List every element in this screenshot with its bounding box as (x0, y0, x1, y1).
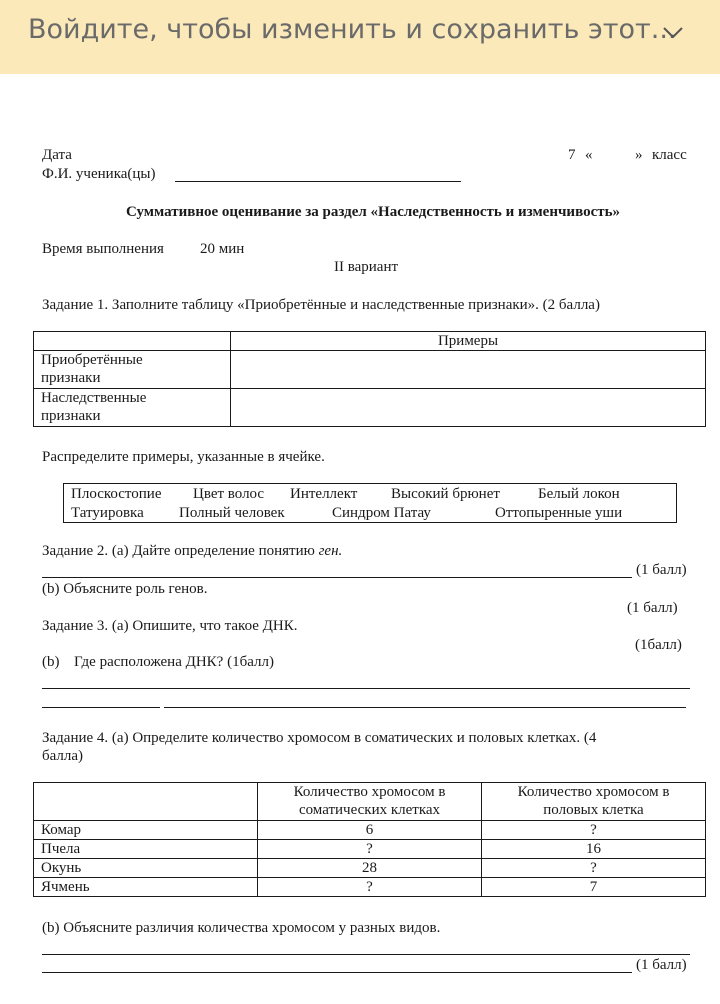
task3a-text: Задание 3. (a) Опишите, что такое ДНК. (42, 618, 298, 634)
row-label-line2: признаки (41, 408, 101, 424)
somatic-count: ? (258, 840, 482, 859)
answer-line[interactable] (164, 707, 686, 708)
grade-quote-close: » (635, 147, 643, 163)
example-item: Высокий брюнет (391, 486, 500, 502)
organism-name: Пчела (34, 840, 258, 859)
col-header-somatic (258, 783, 482, 821)
row-label-line1: Наследственные (41, 390, 147, 406)
col-header-line2: соматических клетках (298, 802, 441, 818)
example-item: Интеллект (290, 486, 358, 502)
task2b-points: (1 балл) (627, 600, 678, 616)
task2b-text: (b) Объясните роль генов. (42, 581, 208, 597)
col-header-line1: Количество хромосом в (517, 784, 670, 800)
sex-cell-count: 7 (482, 878, 706, 897)
answer-line[interactable] (42, 688, 690, 689)
chevron-down-icon[interactable] (660, 20, 686, 46)
distribute-text: Распределите примеры, указанные в ячейке. (42, 449, 325, 465)
sex-cell-count: ? (482, 859, 706, 878)
task1-table-corner (34, 332, 231, 351)
table-row (34, 840, 706, 859)
example-item: Плоскостопие (71, 486, 162, 502)
task1-table (33, 331, 706, 427)
table-row (34, 821, 706, 840)
task2a-text (42, 542, 342, 560)
row-label-hereditary (34, 389, 231, 427)
task3b-label: (b) (42, 654, 60, 670)
task4-text-line2: балла) (42, 748, 84, 764)
organism-name: Окунь (34, 859, 258, 878)
organism-name: Ячмень (34, 878, 258, 897)
task1-table-header: Примеры (231, 332, 706, 351)
answer-line[interactable] (42, 954, 690, 955)
table-row (34, 351, 706, 389)
time-value: 20 мин (200, 241, 245, 257)
table-row (34, 878, 706, 897)
grade-label: класс (652, 147, 687, 163)
col-header-sex-cells (482, 783, 706, 821)
col-header-line1: Количество хромосом в (293, 784, 446, 800)
somatic-count: 28 (258, 859, 482, 878)
somatic-count: 6 (258, 821, 482, 840)
answer-line[interactable] (42, 972, 632, 973)
task4-text-line1: Задание 4. (a) Определите количество хромосом в соматических и половых клетках. (4 (42, 730, 597, 746)
task4b-points: (1 балл) (636, 957, 687, 973)
sex-cell-count: ? (482, 821, 706, 840)
task2a-points: (1 балл) (636, 562, 687, 578)
row-label-line1: Приобретённые (41, 352, 143, 368)
answer-line[interactable] (42, 577, 632, 578)
chromosome-table-corner (34, 783, 258, 821)
organism-name: Комар (34, 821, 258, 840)
banner-title[interactable]: Войдите, чтобы изменить и сохранить этот... (28, 14, 677, 45)
sign-in-banner[interactable] (0, 0, 720, 74)
variant-label: II вариант (334, 259, 399, 275)
student-name-label: Ф.И. ученика(цы) (42, 166, 156, 182)
task2a-question: Задание 2. (a) Дайте определение понятию (42, 543, 315, 559)
task3a-points: (1балл) (635, 637, 682, 653)
example-item: Оттопыренные уши (495, 505, 623, 521)
col-header-line2: половых клетка (543, 802, 644, 818)
task4b-text: (b) Объясните различия количества хромосом у разных видов. (42, 920, 441, 936)
date-label: Дата (42, 147, 72, 163)
grade-number: 7 (568, 147, 576, 163)
example-item: Белый локон (538, 486, 620, 502)
grade-quote-open: « (585, 147, 593, 163)
row-label-line2: признаки (41, 370, 101, 386)
somatic-count: ? (258, 878, 482, 897)
example-item: Синдром Патау (332, 505, 431, 521)
task2a-term: ген. (318, 543, 343, 559)
task1-text: Задание 1. Заполните таблицу «Приобретённые и наследственные признаки». (2 балла) (42, 297, 600, 313)
answer-cell-hereditary[interactable] (231, 389, 706, 427)
answer-line[interactable] (42, 707, 160, 708)
table-row (34, 859, 706, 878)
example-item: Полный человек (179, 505, 285, 521)
task3b-text: Где расположена ДНК? (1балл) (74, 654, 274, 670)
answer-cell-acquired[interactable] (231, 351, 706, 389)
row-label-acquired (34, 351, 231, 389)
example-item: Татуировка (71, 505, 144, 521)
chromosome-table (33, 782, 706, 897)
time-label: Время выполнения (42, 241, 164, 257)
sex-cell-count: 16 (482, 840, 706, 859)
table-row (34, 389, 706, 427)
example-item: Цвет волос (193, 486, 265, 502)
page-title: Суммативное оценивание за раздел «Наследственность и изменчивость» (126, 204, 621, 220)
student-name-line (175, 181, 461, 182)
